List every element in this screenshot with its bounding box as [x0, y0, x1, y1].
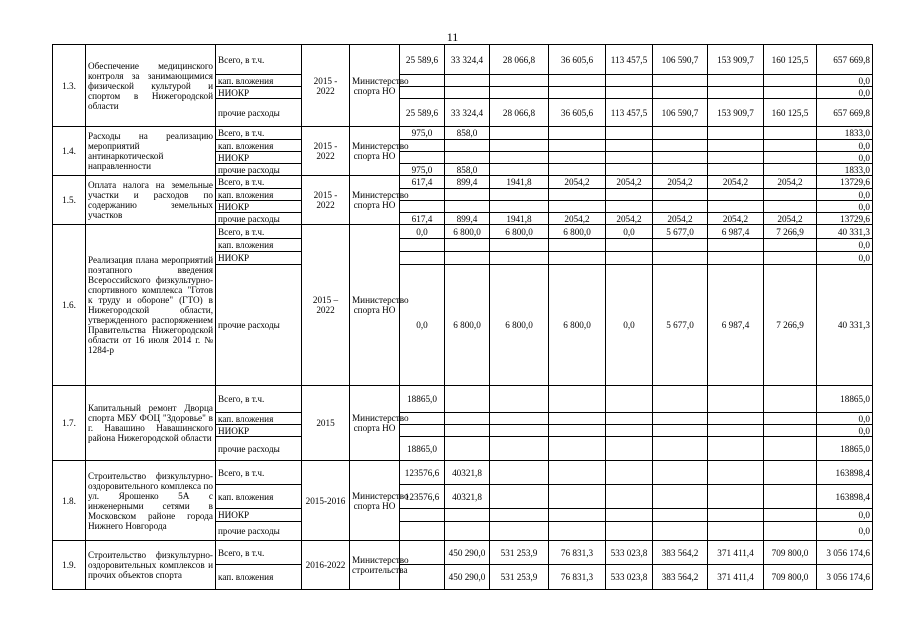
item-description: Реализация плана мероприятий поэтапного введения Всероссийского физкультурно-спортивного комплекса "Готов к труду и обороне" (ГТО) в Нижегородской области, утвержденного распоряжением Правительства Нижегородской области от 16 июля 2014 г. № 1284-р [86, 225, 216, 386]
year-value-cell: 2054,2 [606, 213, 653, 225]
item-description: Оплата налога на земельные участки и расходов по содержанию земельных участков [86, 176, 216, 225]
year-value-cell [490, 413, 549, 425]
year-value-cell [708, 164, 764, 176]
year-value-cell [708, 425, 764, 437]
year-value-cell [606, 201, 653, 213]
year-value-cell [764, 75, 817, 87]
item-description: Расходы на реализацию мероприятий антинаркотической направленности [86, 127, 216, 176]
year-value-cell [549, 140, 606, 152]
year-value-cell [549, 127, 606, 140]
year-value-cell [653, 239, 708, 252]
year-value-cell [653, 437, 708, 461]
year-value-cell [653, 189, 708, 201]
year-value-cell: 617,4 [400, 176, 445, 189]
year-value-cell [606, 75, 653, 87]
year-value-cell: 76 831,3 [549, 565, 606, 590]
expense-category: Всего, в т.ч. [216, 127, 302, 140]
responsible-agency: Министерство спорта НО [350, 127, 400, 176]
year-value-cell: 123576,6 [400, 461, 445, 485]
year-value-cell [764, 461, 817, 485]
year-value-cell [653, 386, 708, 413]
year-value-cell [764, 189, 817, 201]
expense-category: кап. вложения [216, 189, 302, 201]
year-value-cell [764, 386, 817, 413]
expense-category: Всего, в т.ч. [216, 176, 302, 189]
year-value-cell: 450 290,0 [445, 565, 490, 590]
year-value-cell [400, 522, 445, 541]
total-cell: 0,0 [817, 239, 873, 252]
year-value-cell: 2054,2 [708, 213, 764, 225]
year-value-cell [490, 437, 549, 461]
year-value-cell [653, 127, 708, 140]
year-value-cell: 106 590,7 [653, 99, 708, 127]
year-value-cell [549, 425, 606, 437]
expense-category: кап. вложения [216, 75, 302, 87]
expense-category: кап. вложения [216, 485, 302, 509]
year-value-cell [764, 522, 817, 541]
expense-category: прочие расходы [216, 213, 302, 225]
year-value-cell: 899,4 [445, 213, 490, 225]
year-value-cell [606, 386, 653, 413]
total-cell: 13729,6 [817, 176, 873, 189]
year-value-cell: 0,0 [606, 265, 653, 386]
expense-category: НИОКР [216, 87, 302, 99]
year-value-cell [764, 413, 817, 425]
year-value-cell [653, 152, 708, 164]
year-value-cell [606, 522, 653, 541]
year-value-cell: 6 800,0 [490, 225, 549, 239]
year-value-cell: 7 266,9 [764, 225, 817, 239]
expense-category: НИОКР [216, 201, 302, 213]
year-value-cell [708, 140, 764, 152]
year-value-cell [490, 509, 549, 522]
year-value-cell [549, 152, 606, 164]
expense-category: кап. вложения [216, 140, 302, 152]
year-value-cell: 0,0 [400, 225, 445, 239]
table-row [53, 45, 873, 75]
year-value-cell [764, 437, 817, 461]
expense-category: Всего, в т.ч. [216, 225, 302, 239]
year-value-cell: 383 564,2 [653, 565, 708, 590]
expense-category: кап. вложения [216, 239, 302, 252]
year-value-cell [445, 386, 490, 413]
year-value-cell [549, 201, 606, 213]
responsible-agency: Министерство спорта НО [350, 386, 400, 461]
item-description: Капитальный ремонт Дворца спорта МБУ ФОЦ "Здоровье" в г. Навашино Навашинского района Нижегородской области [86, 386, 216, 461]
year-value-cell: 858,0 [445, 127, 490, 140]
year-value-cell [764, 252, 817, 265]
year-value-cell: 531 253,9 [490, 565, 549, 590]
table-row [53, 127, 873, 140]
expense-category: Всего, в т.ч. [216, 45, 302, 75]
total-cell: 0,0 [817, 522, 873, 541]
year-value-cell [445, 252, 490, 265]
year-value-cell [606, 509, 653, 522]
year-value-cell: 123576,6 [400, 485, 445, 509]
year-value-cell: 371 411,4 [708, 565, 764, 590]
year-value-cell [490, 152, 549, 164]
year-value-cell [400, 425, 445, 437]
year-value-cell [490, 461, 549, 485]
year-value-cell: 371 411,4 [708, 541, 764, 565]
item-code: 1.3. [53, 45, 86, 127]
year-value-cell: 40321,8 [445, 485, 490, 509]
year-value-cell [708, 522, 764, 541]
year-value-cell [445, 140, 490, 152]
year-value-cell [445, 201, 490, 213]
year-value-cell: 709 800,0 [764, 541, 817, 565]
period: 2015 – 2022 [302, 225, 350, 386]
total-cell: 0,0 [817, 413, 873, 425]
year-value-cell [445, 87, 490, 99]
expense-category: Всего, в т.ч. [216, 386, 302, 413]
year-value-cell: 383 564,2 [653, 541, 708, 565]
total-cell: 657 669,8 [817, 99, 873, 127]
year-value-cell [606, 239, 653, 252]
year-value-cell: 113 457,5 [606, 99, 653, 127]
year-value-cell: 2054,2 [708, 176, 764, 189]
year-value-cell: 2054,2 [653, 176, 708, 189]
year-value-cell [445, 75, 490, 87]
year-value-cell [708, 201, 764, 213]
year-value-cell: 36 605,6 [549, 99, 606, 127]
total-cell: 163898,4 [817, 485, 873, 509]
year-value-cell: 2054,2 [653, 213, 708, 225]
year-value-cell: 975,0 [400, 127, 445, 140]
year-value-cell [490, 239, 549, 252]
year-value-cell [653, 164, 708, 176]
year-value-cell [653, 413, 708, 425]
expense-category: Всего, в т.ч. [216, 461, 302, 485]
period: 2015 - 2022 [302, 127, 350, 176]
total-cell: 1833,0 [817, 164, 873, 176]
year-value-cell: 153 909,7 [708, 99, 764, 127]
expense-category: прочие расходы [216, 164, 302, 176]
year-value-cell: 160 125,5 [764, 45, 817, 75]
table-row [53, 386, 873, 413]
year-value-cell: 153 909,7 [708, 45, 764, 75]
total-cell: 0,0 [817, 189, 873, 201]
year-value-cell [606, 461, 653, 485]
year-value-cell [490, 189, 549, 201]
total-cell: 3 056 174,6 [817, 541, 873, 565]
responsible-agency: Министерство спорта НО [350, 461, 400, 541]
expense-category: кап. вложения [216, 413, 302, 425]
expense-category: прочие расходы [216, 522, 302, 541]
year-value-cell [490, 87, 549, 99]
year-value-cell [445, 189, 490, 201]
year-value-cell [445, 239, 490, 252]
year-value-cell [708, 509, 764, 522]
year-value-cell [490, 201, 549, 213]
year-value-cell: 28 066,8 [490, 45, 549, 75]
year-value-cell: 0,0 [400, 265, 445, 386]
period: 2015 - 2022 [302, 45, 350, 127]
year-value-cell [490, 127, 549, 140]
year-value-cell: 106 590,7 [653, 45, 708, 75]
year-value-cell [549, 437, 606, 461]
expense-category: кап. вложения [216, 565, 302, 590]
year-value-cell: 28 066,8 [490, 99, 549, 127]
total-cell: 163898,4 [817, 461, 873, 485]
year-value-cell [490, 252, 549, 265]
year-value-cell [708, 152, 764, 164]
item-description: Строительство физкультурно-оздоровительных комплексов и прочих объектов спорта [86, 541, 216, 590]
total-cell: 1833,0 [817, 127, 873, 140]
year-value-cell [606, 140, 653, 152]
expense-category: НИОКР [216, 425, 302, 437]
year-value-cell: 2054,2 [764, 176, 817, 189]
year-value-cell [606, 437, 653, 461]
year-value-cell [708, 75, 764, 87]
year-value-cell [490, 485, 549, 509]
responsible-agency: Министерство спорта НО [350, 176, 400, 225]
item-description: Обеспечение медицинского контроля за занимающимися физической культурой и спортом в Нижегородской области [86, 45, 216, 127]
year-value-cell: 6 987,4 [708, 225, 764, 239]
year-value-cell [606, 252, 653, 265]
year-value-cell [549, 164, 606, 176]
total-cell: 0,0 [817, 201, 873, 213]
table-row [53, 176, 873, 189]
year-value-cell [400, 252, 445, 265]
year-value-cell [490, 164, 549, 176]
year-value-cell [445, 522, 490, 541]
total-cell: 3 056 174,6 [817, 565, 873, 590]
year-value-cell: 33 324,4 [445, 45, 490, 75]
year-value-cell: 899,4 [445, 176, 490, 189]
year-value-cell: 709 800,0 [764, 565, 817, 590]
year-value-cell [549, 75, 606, 87]
total-cell: 0,0 [817, 425, 873, 437]
year-value-cell [549, 252, 606, 265]
year-value-cell [708, 485, 764, 509]
year-value-cell: 2054,2 [606, 176, 653, 189]
total-cell: 0,0 [817, 140, 873, 152]
year-value-cell: 533 023,8 [606, 541, 653, 565]
year-value-cell [764, 425, 817, 437]
total-cell: 0,0 [817, 252, 873, 265]
item-code: 1.5. [53, 176, 86, 225]
year-value-cell [708, 127, 764, 140]
year-value-cell [549, 413, 606, 425]
year-value-cell [549, 189, 606, 201]
expense-category: прочие расходы [216, 99, 302, 127]
year-value-cell: 5 677,0 [653, 225, 708, 239]
expense-category: Всего, в т.ч. [216, 541, 302, 565]
year-value-cell [764, 164, 817, 176]
year-value-cell: 6 987,4 [708, 265, 764, 386]
year-value-cell: 6 800,0 [549, 225, 606, 239]
year-value-cell: 25 589,6 [400, 45, 445, 75]
year-value-cell [400, 201, 445, 213]
year-value-cell: 6 800,0 [445, 265, 490, 386]
year-value-cell [549, 522, 606, 541]
year-value-cell: 25 589,6 [400, 99, 445, 127]
year-value-cell [708, 437, 764, 461]
year-value-cell: 533 023,8 [606, 565, 653, 590]
year-value-cell: 975,0 [400, 164, 445, 176]
year-value-cell [764, 239, 817, 252]
year-value-cell [764, 152, 817, 164]
year-value-cell [490, 75, 549, 87]
year-value-cell [445, 413, 490, 425]
item-code: 1.6. [53, 225, 86, 386]
year-value-cell [764, 87, 817, 99]
period: 2016-2022 [302, 541, 350, 590]
page-number: 11 [446, 30, 459, 44]
year-value-cell: 6 800,0 [445, 225, 490, 239]
year-value-cell [708, 239, 764, 252]
year-value-cell: 1941,8 [490, 176, 549, 189]
period: 2015 - 2022 [302, 176, 350, 225]
year-value-cell [400, 509, 445, 522]
year-value-cell [445, 437, 490, 461]
year-value-cell: 40321,8 [445, 461, 490, 485]
year-value-cell [653, 140, 708, 152]
year-value-cell [490, 522, 549, 541]
total-cell: 657 669,8 [817, 45, 873, 75]
year-value-cell [764, 509, 817, 522]
item-code: 1.9. [53, 541, 86, 590]
year-value-cell: 6 800,0 [549, 265, 606, 386]
year-value-cell [653, 461, 708, 485]
year-value-cell [490, 140, 549, 152]
year-value-cell [549, 87, 606, 99]
year-value-cell [549, 386, 606, 413]
year-value-cell: 5 677,0 [653, 265, 708, 386]
year-value-cell [445, 425, 490, 437]
total-cell: 40 331,3 [817, 265, 873, 386]
year-value-cell: 1941,8 [490, 213, 549, 225]
year-value-cell: 858,0 [445, 164, 490, 176]
item-code: 1.4. [53, 127, 86, 176]
year-value-cell: 2054,2 [549, 213, 606, 225]
total-cell: 18865,0 [817, 437, 873, 461]
expense-category: НИОКР [216, 252, 302, 265]
year-value-cell: 18865,0 [400, 386, 445, 413]
year-value-cell: 0,0 [606, 225, 653, 239]
year-value-cell [708, 413, 764, 425]
year-value-cell: 113 457,5 [606, 45, 653, 75]
year-value-cell: 36 605,6 [549, 45, 606, 75]
table-row [53, 225, 873, 239]
expense-category: прочие расходы [216, 265, 302, 386]
year-value-cell [445, 152, 490, 164]
year-value-cell: 2054,2 [764, 213, 817, 225]
expense-category: НИОКР [216, 509, 302, 522]
year-value-cell [606, 164, 653, 176]
year-value-cell [606, 189, 653, 201]
year-value-cell [708, 252, 764, 265]
year-value-cell: 76 831,3 [549, 541, 606, 565]
year-value-cell [653, 201, 708, 213]
item-description: Строительство физкультурно-оздоровительного комплекса по ул. Ярошенко 5А с инженерными сетями в Московском районе города Нижнего Новгорода [86, 461, 216, 541]
year-value-cell: 531 253,9 [490, 541, 549, 565]
year-value-cell [653, 75, 708, 87]
table-row [53, 541, 873, 565]
year-value-cell [606, 425, 653, 437]
year-value-cell [606, 485, 653, 509]
year-value-cell: 2054,2 [549, 176, 606, 189]
item-code: 1.8. [53, 461, 86, 541]
year-value-cell [490, 425, 549, 437]
year-value-cell [764, 127, 817, 140]
responsible-agency: Министерство строительства [350, 541, 400, 590]
year-value-cell [400, 152, 445, 164]
expense-category: НИОКР [216, 152, 302, 164]
year-value-cell [606, 413, 653, 425]
year-value-cell [653, 252, 708, 265]
year-value-cell [549, 509, 606, 522]
expense-category: прочие расходы [216, 437, 302, 461]
period: 2015-2016 [302, 461, 350, 541]
item-code: 1.7. [53, 386, 86, 461]
year-value-cell [653, 522, 708, 541]
year-value-cell [490, 386, 549, 413]
total-cell: 13729,6 [817, 213, 873, 225]
year-value-cell [653, 485, 708, 509]
responsible-agency: Министерство спорта НО [350, 45, 400, 127]
year-value-cell [653, 509, 708, 522]
responsible-agency: Министерство спорта НО [350, 225, 400, 386]
year-value-cell [708, 461, 764, 485]
year-value-cell [400, 87, 445, 99]
year-value-cell [764, 140, 817, 152]
budget-table [52, 44, 873, 590]
total-cell: 0,0 [817, 87, 873, 99]
year-value-cell: 450 290,0 [445, 541, 490, 565]
year-value-cell [606, 127, 653, 140]
year-value-cell [549, 239, 606, 252]
total-cell: 18865,0 [817, 386, 873, 413]
year-value-cell [764, 485, 817, 509]
total-cell: 0,0 [817, 509, 873, 522]
year-value-cell [400, 239, 445, 252]
table-row [53, 461, 873, 485]
period: 2015 [302, 386, 350, 461]
total-cell: 0,0 [817, 75, 873, 87]
year-value-cell: 18865,0 [400, 437, 445, 461]
year-value-cell [708, 189, 764, 201]
year-value-cell [445, 509, 490, 522]
year-value-cell [606, 152, 653, 164]
year-value-cell [549, 461, 606, 485]
total-cell: 40 331,3 [817, 225, 873, 239]
year-value-cell [708, 87, 764, 99]
year-value-cell: 7 266,9 [764, 265, 817, 386]
total-cell: 0,0 [817, 152, 873, 164]
year-value-cell [653, 87, 708, 99]
year-value-cell [606, 87, 653, 99]
year-value-cell [549, 485, 606, 509]
year-value-cell [708, 386, 764, 413]
year-value-cell [653, 425, 708, 437]
year-value-cell: 617,4 [400, 213, 445, 225]
year-value-cell: 6 800,0 [490, 265, 549, 386]
year-value-cell: 33 324,4 [445, 99, 490, 127]
year-value-cell [764, 201, 817, 213]
year-value-cell: 160 125,5 [764, 99, 817, 127]
